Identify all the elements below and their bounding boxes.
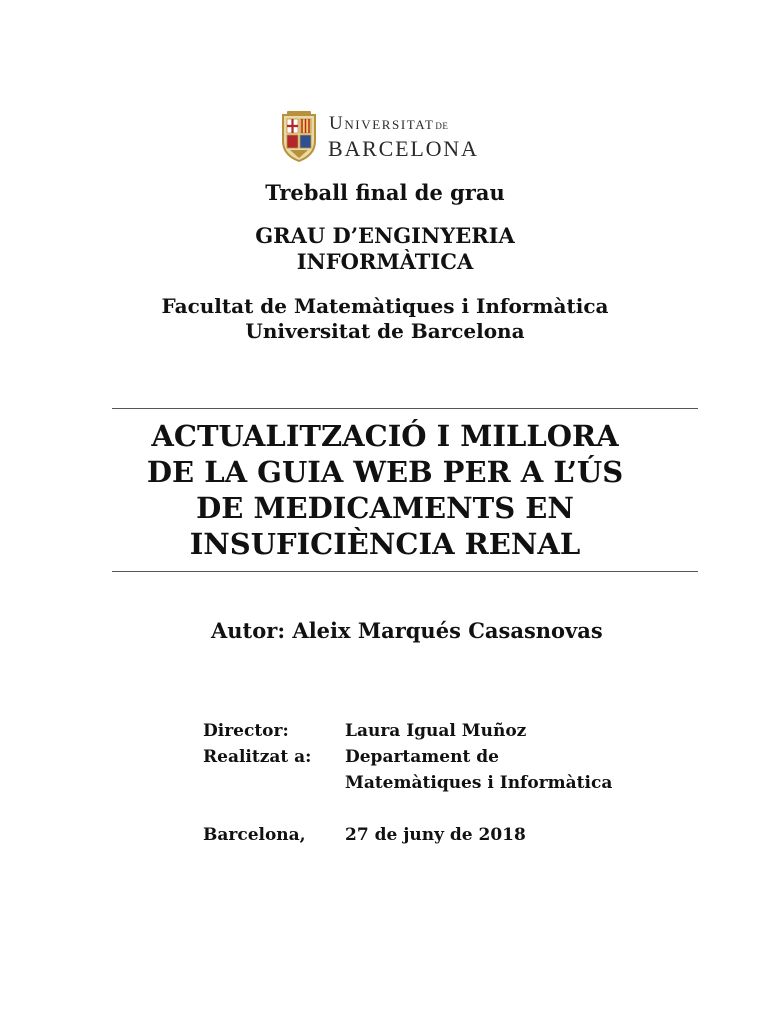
university-seal-icon (279, 109, 319, 163)
date-value: 27 de juny de 2018 (345, 825, 526, 845)
thesis-title-line-2: DE LA GUIA WEB PER A L’ÚS (146, 455, 624, 489)
title-bottom-rule (112, 571, 698, 572)
faculty-line-2: Universitat de Barcelona (245, 319, 525, 343)
work-type: Treball final de grau (265, 180, 505, 205)
faculty-line-1: Facultat de Matemàtiques i Informàtica (161, 294, 609, 318)
director-value: Laura Igual Muñoz (345, 721, 527, 741)
author-line: Autor: Aleix Marqués Casasnovas (211, 618, 603, 643)
logo-text-universitat-main: Universitat (329, 113, 435, 134)
thesis-title (0, 418, 770, 562)
degree-line-2: INFORMÀTICA (296, 249, 474, 274)
realitzat-value-line-1: Departament de (345, 747, 499, 767)
thesis-title-line-4: INSUFICIÈNCIA RENAL (189, 527, 581, 561)
logo-text-barcelona: BARCELONA (328, 136, 479, 161)
place-label: Barcelona, (203, 825, 306, 845)
thesis-title-line-3: DE MEDICAMENTS EN (196, 491, 574, 525)
realitzat-value-line-2: Matemàtiques i Informàtica (345, 773, 613, 793)
degree-name (0, 223, 770, 275)
realitzat-label: Realitzat a: (203, 747, 312, 767)
logo-text-de: DE (435, 121, 449, 131)
thesis-title-line-1: ACTUALITZACIÓ I MILLORA (151, 419, 619, 453)
title-top-rule (112, 408, 698, 409)
university-logo (279, 109, 509, 165)
logo-text-universitat (329, 113, 448, 135)
faculty-block (0, 294, 770, 344)
degree-line-1: GRAU D’ENGINYERIA (255, 223, 515, 248)
director-label: Director: (203, 721, 289, 741)
